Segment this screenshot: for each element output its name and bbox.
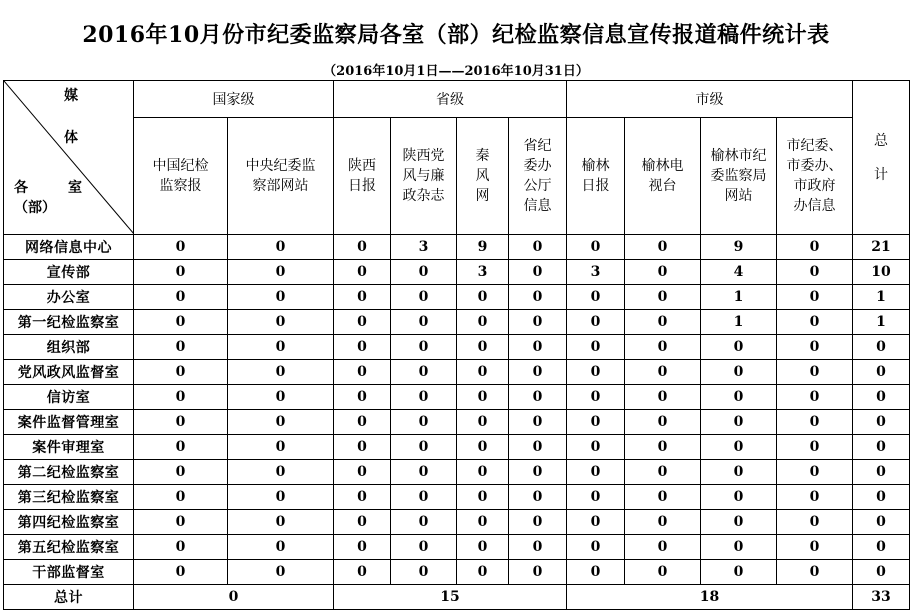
value-cell: 0 — [777, 410, 853, 435]
value-cell: 0 — [701, 335, 777, 360]
value-cell: 0 — [509, 310, 567, 335]
value-cell: 0 — [457, 360, 509, 385]
column-header: 省纪 委办 公厅 信息 — [509, 118, 567, 235]
row-total-cell: 0 — [853, 435, 910, 460]
value-cell: 0 — [625, 560, 701, 585]
value-cell: 0 — [701, 360, 777, 385]
total-city: 18 — [567, 585, 853, 610]
dept-cell: 干部监督室 — [4, 560, 134, 585]
value-cell: 0 — [334, 435, 391, 460]
value-cell: 0 — [625, 260, 701, 285]
value-cell: 0 — [701, 410, 777, 435]
value-cell: 0 — [777, 260, 853, 285]
corner-label-dept-2: 室 — [68, 180, 82, 196]
column-header: 陕西 日报 — [334, 118, 391, 235]
value-cell: 0 — [777, 360, 853, 385]
row-total-cell: 0 — [853, 460, 910, 485]
value-cell: 0 — [625, 535, 701, 560]
value-cell: 0 — [334, 410, 391, 435]
row-total-cell: 0 — [853, 335, 910, 360]
value-cell: 0 — [457, 335, 509, 360]
value-cell: 0 — [567, 560, 625, 585]
dept-cell: 第四纪检监察室 — [4, 510, 134, 535]
value-cell: 0 — [509, 335, 567, 360]
value-cell: 0 — [567, 485, 625, 510]
value-cell: 0 — [701, 385, 777, 410]
value-cell: 0 — [228, 535, 334, 560]
value-cell: 0 — [509, 510, 567, 535]
value-cell: 0 — [228, 435, 334, 460]
value-cell: 0 — [228, 360, 334, 385]
value-cell: 0 — [625, 510, 701, 535]
value-cell: 0 — [391, 485, 457, 510]
value-cell: 0 — [228, 260, 334, 285]
header-row-columns — [4, 118, 910, 235]
value-cell: 0 — [334, 360, 391, 385]
value-cell: 0 — [391, 535, 457, 560]
value-cell: 0 — [228, 235, 334, 260]
value-cell: 0 — [457, 410, 509, 435]
row-total-cell: 0 — [853, 560, 910, 585]
value-cell: 0 — [334, 560, 391, 585]
value-cell: 0 — [391, 360, 457, 385]
value-cell: 0 — [777, 335, 853, 360]
value-cell: 0 — [334, 260, 391, 285]
row-total-cell: 10 — [853, 260, 910, 285]
row-total-cell: 0 — [853, 510, 910, 535]
value-cell: 0 — [134, 485, 228, 510]
value-cell: 0 — [777, 485, 853, 510]
corner-header-cell — [4, 81, 134, 235]
column-header: 陕西党 风与廉 政杂志 — [391, 118, 457, 235]
value-cell: 0 — [134, 385, 228, 410]
column-header: 榆林 日报 — [567, 118, 625, 235]
statistics-table — [3, 80, 910, 610]
value-cell: 0 — [509, 260, 567, 285]
value-cell: 0 — [134, 260, 228, 285]
value-cell: 0 — [134, 560, 228, 585]
value-cell: 0 — [625, 485, 701, 510]
corner-label-media-2: 体 — [64, 130, 78, 146]
value-cell: 0 — [701, 460, 777, 485]
row-total-cell: 0 — [853, 485, 910, 510]
value-cell: 0 — [625, 335, 701, 360]
table-row — [4, 435, 910, 460]
value-cell: 0 — [391, 385, 457, 410]
value-cell: 0 — [701, 485, 777, 510]
table-row — [4, 485, 910, 510]
value-cell: 0 — [625, 360, 701, 385]
totals-row — [4, 585, 910, 610]
value-cell: 0 — [228, 385, 334, 410]
value-cell: 0 — [567, 285, 625, 310]
group-header-city: 市级 — [567, 81, 853, 118]
value-cell: 0 — [777, 285, 853, 310]
value-cell: 0 — [334, 485, 391, 510]
value-cell: 0 — [509, 285, 567, 310]
value-cell: 0 — [334, 310, 391, 335]
value-cell: 0 — [334, 460, 391, 485]
value-cell: 0 — [457, 560, 509, 585]
corner-label-dept-1: 各 — [14, 180, 28, 196]
dept-cell: 第一纪检监察室 — [4, 310, 134, 335]
table-row — [4, 235, 910, 260]
value-cell: 0 — [134, 285, 228, 310]
value-cell: 0 — [625, 385, 701, 410]
value-cell: 0 — [134, 535, 228, 560]
value-cell: 0 — [509, 235, 567, 260]
value-cell: 0 — [457, 510, 509, 535]
value-cell: 0 — [228, 310, 334, 335]
total-provincial: 15 — [334, 585, 567, 610]
dept-cell: 网络信息中心 — [4, 235, 134, 260]
page-title: 2016年10月份市纪委监察局各室（部）纪检监察信息宣传报道稿件统计表 — [82, 22, 830, 48]
value-cell: 0 — [457, 435, 509, 460]
dept-cell: 第二纪检监察室 — [4, 460, 134, 485]
value-cell: 0 — [134, 310, 228, 335]
column-header: 秦 风 网 — [457, 118, 509, 235]
value-cell: 0 — [625, 435, 701, 460]
value-cell: 0 — [509, 460, 567, 485]
row-total-cell: 1 — [853, 285, 910, 310]
group-header-provincial: 省级 — [334, 81, 567, 118]
value-cell: 0 — [134, 510, 228, 535]
table-row — [4, 410, 910, 435]
value-cell: 0 — [228, 460, 334, 485]
value-cell: 0 — [567, 410, 625, 435]
value-cell: 0 — [509, 385, 567, 410]
value-cell: 0 — [567, 510, 625, 535]
row-total-cell: 0 — [853, 385, 910, 410]
value-cell: 0 — [777, 535, 853, 560]
value-cell: 0 — [391, 510, 457, 535]
value-cell: 0 — [509, 485, 567, 510]
dept-cell: 信访室 — [4, 385, 134, 410]
value-cell: 0 — [509, 535, 567, 560]
value-cell: 0 — [567, 310, 625, 335]
value-cell: 0 — [334, 385, 391, 410]
value-cell: 0 — [625, 285, 701, 310]
row-total-cell: 21 — [853, 235, 910, 260]
column-header: 中国纪检 监察报 — [134, 118, 228, 235]
dept-cell: 组织部 — [4, 335, 134, 360]
value-cell: 0 — [567, 435, 625, 460]
table-row — [4, 360, 910, 385]
value-cell: 0 — [334, 285, 391, 310]
value-cell: 0 — [334, 335, 391, 360]
value-cell: 0 — [228, 485, 334, 510]
row-total-cell: 0 — [853, 535, 910, 560]
value-cell: 0 — [777, 310, 853, 335]
value-cell: 0 — [228, 335, 334, 360]
dept-cell: 办公室 — [4, 285, 134, 310]
header-row-groups — [4, 81, 910, 118]
dept-cell: 案件审理室 — [4, 435, 134, 460]
grand-total: 33 — [853, 585, 910, 610]
value-cell: 0 — [701, 535, 777, 560]
value-cell: 0 — [567, 385, 625, 410]
table-row — [4, 460, 910, 485]
column-header: 市纪委、 市委办、 市政府 办信息 — [777, 118, 853, 235]
dept-cell: 第五纪检监察室 — [4, 535, 134, 560]
row-total-cell: 0 — [853, 360, 910, 385]
value-cell: 0 — [391, 310, 457, 335]
value-cell: 0 — [391, 260, 457, 285]
value-cell: 3 — [457, 260, 509, 285]
table-row — [4, 310, 910, 335]
value-cell: 4 — [701, 260, 777, 285]
value-cell: 0 — [777, 460, 853, 485]
value-cell: 0 — [701, 560, 777, 585]
value-cell: 0 — [134, 460, 228, 485]
value-cell: 0 — [457, 535, 509, 560]
value-cell: 0 — [625, 410, 701, 435]
value-cell: 0 — [228, 560, 334, 585]
table-row — [4, 285, 910, 310]
table-row — [4, 560, 910, 585]
value-cell: 0 — [777, 435, 853, 460]
column-header: 榆林市纪 委监察局 网站 — [701, 118, 777, 235]
date-range-subtitle: （2016年10月1日——2016年10月31日） — [323, 64, 589, 79]
value-cell: 3 — [567, 260, 625, 285]
dept-cell: 党风政风监督室 — [4, 360, 134, 385]
value-cell: 9 — [457, 235, 509, 260]
corner-label-media-1: 媒 — [64, 88, 78, 104]
corner-label-dept-3: （部） — [14, 200, 56, 216]
value-cell: 0 — [134, 335, 228, 360]
value-cell: 0 — [567, 235, 625, 260]
table-row — [4, 535, 910, 560]
value-cell: 0 — [509, 560, 567, 585]
value-cell: 0 — [457, 310, 509, 335]
row-total-cell: 1 — [853, 310, 910, 335]
value-cell: 9 — [701, 235, 777, 260]
table-row — [4, 260, 910, 285]
value-cell: 0 — [777, 560, 853, 585]
totals-label: 总计 — [4, 585, 134, 610]
value-cell: 3 — [391, 235, 457, 260]
group-header-total: 总 计 — [853, 81, 910, 235]
value-cell: 1 — [701, 310, 777, 335]
total-national: 0 — [134, 585, 334, 610]
value-cell: 0 — [509, 410, 567, 435]
dept-cell: 宣传部 — [4, 260, 134, 285]
value-cell: 0 — [567, 360, 625, 385]
value-cell: 0 — [134, 360, 228, 385]
value-cell: 0 — [391, 460, 457, 485]
value-cell: 0 — [391, 410, 457, 435]
value-cell: 0 — [457, 460, 509, 485]
value-cell: 1 — [701, 285, 777, 310]
value-cell: 0 — [457, 285, 509, 310]
column-header: 中央纪委监 察部网站 — [228, 118, 334, 235]
value-cell: 0 — [701, 435, 777, 460]
value-cell: 0 — [777, 385, 853, 410]
value-cell: 0 — [228, 285, 334, 310]
value-cell: 0 — [777, 510, 853, 535]
value-cell: 0 — [334, 235, 391, 260]
table-row — [4, 510, 910, 535]
value-cell: 0 — [567, 335, 625, 360]
row-total-cell: 0 — [853, 410, 910, 435]
value-cell: 0 — [134, 410, 228, 435]
value-cell: 0 — [334, 510, 391, 535]
value-cell: 0 — [134, 235, 228, 260]
group-header-national: 国家级 — [134, 81, 334, 118]
value-cell: 0 — [625, 460, 701, 485]
value-cell: 0 — [457, 485, 509, 510]
value-cell: 0 — [509, 435, 567, 460]
value-cell: 0 — [391, 285, 457, 310]
dept-cell: 案件监督管理室 — [4, 410, 134, 435]
value-cell: 0 — [567, 460, 625, 485]
value-cell: 0 — [228, 510, 334, 535]
value-cell: 0 — [334, 535, 391, 560]
value-cell: 0 — [777, 235, 853, 260]
column-header: 榆林电 视台 — [625, 118, 701, 235]
value-cell: 0 — [509, 360, 567, 385]
dept-cell: 第三纪检监察室 — [4, 485, 134, 510]
value-cell: 0 — [228, 410, 334, 435]
value-cell: 0 — [567, 535, 625, 560]
table-row — [4, 385, 910, 410]
value-cell: 0 — [457, 385, 509, 410]
value-cell: 0 — [391, 560, 457, 585]
value-cell: 0 — [625, 310, 701, 335]
value-cell: 0 — [701, 510, 777, 535]
value-cell: 0 — [625, 235, 701, 260]
table-row — [4, 335, 910, 360]
value-cell: 0 — [134, 435, 228, 460]
value-cell: 0 — [391, 435, 457, 460]
value-cell: 0 — [391, 335, 457, 360]
